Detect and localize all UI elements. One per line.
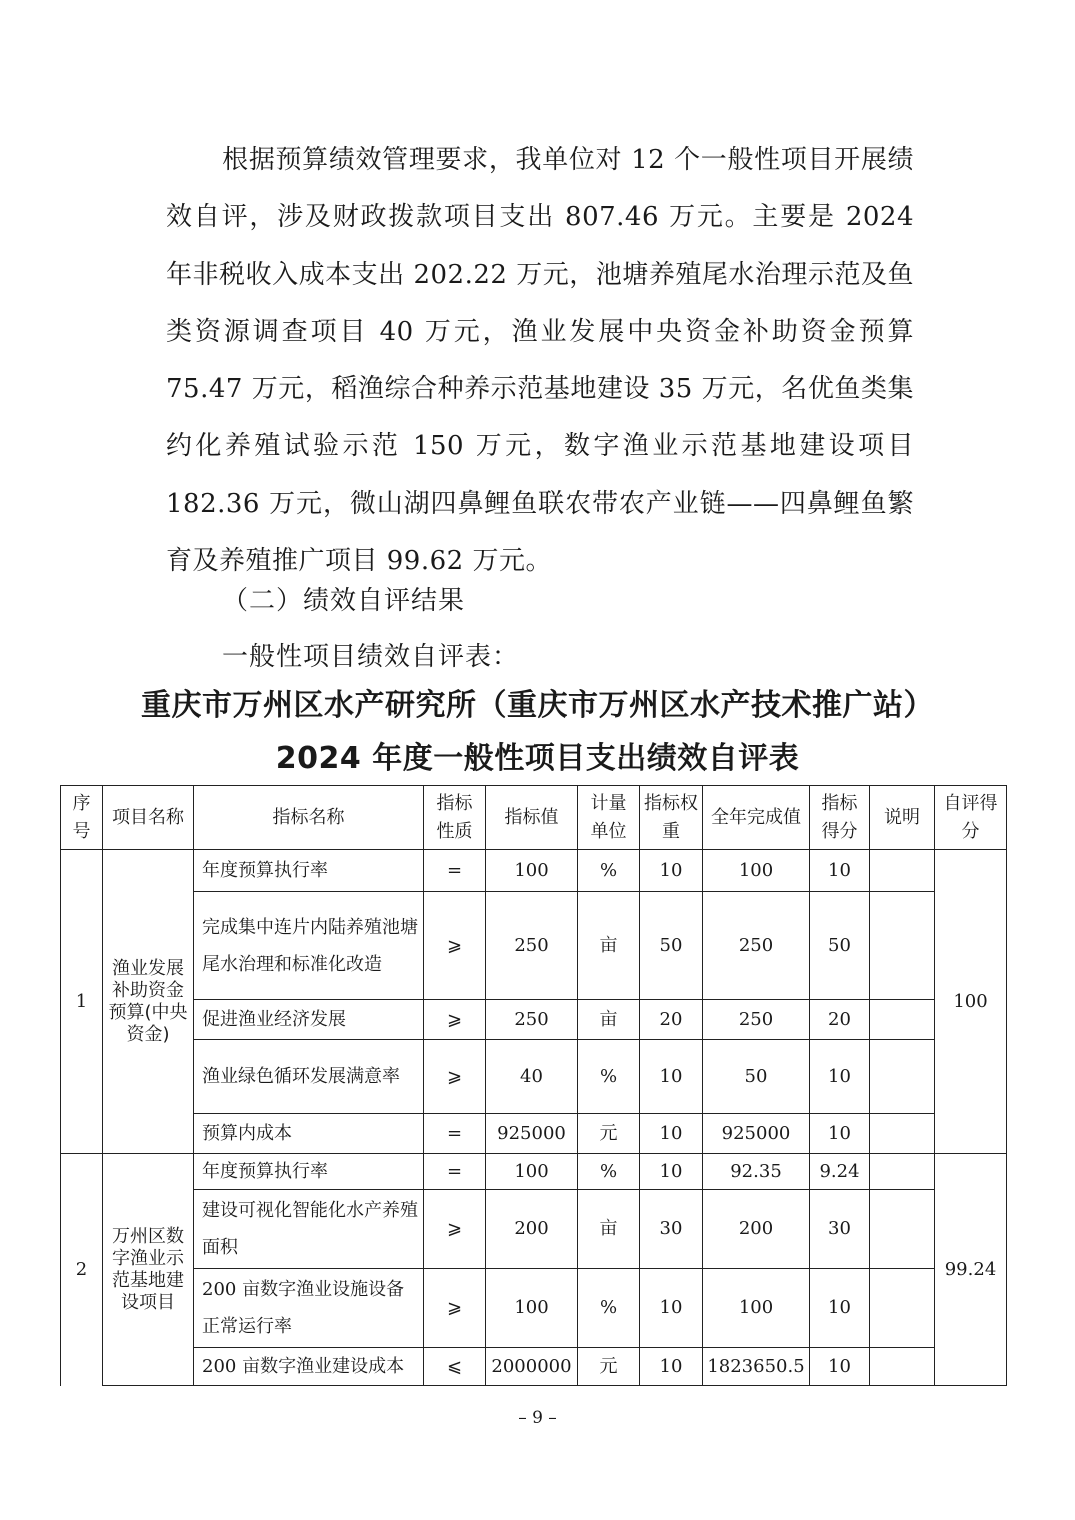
indicator-actual: 100 xyxy=(703,850,810,892)
indicator-weight: 10 xyxy=(640,850,703,892)
indicator-value: 2000000 xyxy=(486,1348,578,1386)
table-intro: 一般性项目绩效自评表： xyxy=(222,642,520,672)
indicator-score: 10 xyxy=(810,850,870,892)
header-unit: 计量单位 xyxy=(578,786,640,850)
indicator-actual: 100 xyxy=(703,1269,810,1348)
indicator-score: 10 xyxy=(810,1348,870,1386)
indicator-name: 完成集中连片内陆养殖池塘尾水治理和标准化改造 xyxy=(194,892,424,1000)
indicator-name: 建设可视化智能化水产养殖面积 xyxy=(194,1190,424,1269)
table-row xyxy=(61,1269,1007,1348)
project-self-score: 99.24 xyxy=(935,1154,1007,1386)
indicator-unit: 亩 xyxy=(578,892,640,1000)
indicator-actual: 925000 xyxy=(703,1114,810,1154)
indicator-value: 250 xyxy=(486,1000,578,1040)
indicator-unit: % xyxy=(578,1269,640,1348)
indicator-nature: = xyxy=(424,850,486,892)
body-paragraph xyxy=(166,132,914,590)
indicator-note xyxy=(870,850,935,892)
performance-table xyxy=(60,785,1007,1386)
header-actual: 全年完成值 xyxy=(703,786,810,850)
indicator-score: 10 xyxy=(810,1114,870,1154)
indicator-note xyxy=(870,1190,935,1269)
section-heading: （二）绩效自评结果 xyxy=(222,586,466,616)
indicator-score: 10 xyxy=(810,1040,870,1114)
indicator-unit: % xyxy=(578,1040,640,1114)
indicator-nature: ⩽ xyxy=(424,1348,486,1386)
indicator-actual: 92.35 xyxy=(703,1154,810,1190)
indicator-value: 925000 xyxy=(486,1114,578,1154)
indicator-value: 100 xyxy=(486,1269,578,1348)
indicator-weight: 20 xyxy=(640,1000,703,1040)
indicator-weight: 50 xyxy=(640,892,703,1000)
table-row xyxy=(61,850,1007,892)
indicator-unit: % xyxy=(578,850,640,892)
indicator-actual: 250 xyxy=(703,892,810,1000)
indicator-name: 年度预算执行率 xyxy=(194,1154,424,1190)
table-row xyxy=(61,1114,1007,1154)
indicator-name: 促进渔业经济发展 xyxy=(194,1000,424,1040)
indicator-score: 10 xyxy=(810,1269,870,1348)
header-nature: 指标性质 xyxy=(424,786,486,850)
project-self-score: 100 xyxy=(935,850,1007,1154)
indicator-note xyxy=(870,1000,935,1040)
project-seq: 1 xyxy=(61,850,103,1154)
indicator-weight: 10 xyxy=(640,1154,703,1190)
indicator-value: 250 xyxy=(486,892,578,1000)
table-title-line1: 重庆市万州区水产研究所（重庆市万州区水产技术推广站） xyxy=(141,688,934,723)
body-paragraph-text: 根据预算绩效管理要求，我单位对 12 个一般性项目开展绩效自评，涉及财政拨款项目支出 807.46 万元。主要是 2024 年非税收入成本支出 202.22 万元，池塘养殖尾水治理示范及鱼类资源调查项目 40 万元，渔业发展中央资金补助资金预算 75.47 万元，稻渔综合种养示范基地建设 35 万元，名优鱼类集约化养殖试验示范 150 万元，数字渔业示范基地建设项目 182.36 万元，微山湖四鼻鲤鱼联农带农产业链——四鼻鲤鱼繁育及养殖推广项目 99.62 万元。 xyxy=(166,145,914,577)
indicator-unit: % xyxy=(578,1154,640,1190)
header-note: 说明 xyxy=(870,786,935,850)
indicator-weight: 10 xyxy=(640,1040,703,1114)
indicator-note xyxy=(870,1269,935,1348)
indicator-name: 年度预算执行率 xyxy=(194,850,424,892)
indicator-actual: 200 xyxy=(703,1190,810,1269)
table-row xyxy=(61,1154,1007,1190)
indicator-score: 30 xyxy=(810,1190,870,1269)
indicator-actual: 1823650.5 xyxy=(703,1348,810,1386)
indicator-nature: ⩾ xyxy=(424,1269,486,1348)
table-row xyxy=(61,1190,1007,1269)
indicator-note xyxy=(870,1114,935,1154)
indicator-weight: 10 xyxy=(640,1348,703,1386)
indicator-value: 100 xyxy=(486,1154,578,1190)
indicator-nature: = xyxy=(424,1114,486,1154)
indicator-unit: 亩 xyxy=(578,1190,640,1269)
indicator-score: 50 xyxy=(810,892,870,1000)
indicator-nature: = xyxy=(424,1154,486,1190)
indicator-nature: ⩾ xyxy=(424,1040,486,1114)
table-title-line2: 2024 年度一般性项目支出绩效自评表 xyxy=(275,741,800,776)
project-name: 渔业发展补助资金预算(中央资金) xyxy=(103,850,194,1154)
header-value: 指标值 xyxy=(486,786,578,850)
indicator-note xyxy=(870,892,935,1000)
page-number: – 9 – xyxy=(518,1408,557,1428)
indicator-note xyxy=(870,1040,935,1114)
header-indicator: 指标名称 xyxy=(194,786,424,850)
indicator-score: 20 xyxy=(810,1000,870,1040)
table-row xyxy=(61,1000,1007,1040)
indicator-note xyxy=(870,1348,935,1386)
table-header-row xyxy=(61,786,1007,850)
indicator-nature: ⩾ xyxy=(424,1190,486,1269)
indicator-nature: ⩾ xyxy=(424,892,486,1000)
indicator-weight: 10 xyxy=(640,1114,703,1154)
indicator-nature: ⩾ xyxy=(424,1000,486,1040)
indicator-unit: 亩 xyxy=(578,1000,640,1040)
indicator-note xyxy=(870,1154,935,1190)
indicator-weight: 10 xyxy=(640,1269,703,1348)
indicator-actual: 50 xyxy=(703,1040,810,1114)
indicator-value: 200 xyxy=(486,1190,578,1269)
header-weight: 指标权重 xyxy=(640,786,703,850)
indicator-name: 200 亩数字渔业建设成本 xyxy=(194,1348,424,1386)
indicator-value: 100 xyxy=(486,850,578,892)
header-self-score: 自评得分 xyxy=(935,786,1007,850)
indicator-unit: 元 xyxy=(578,1348,640,1386)
header-project: 项目名称 xyxy=(103,786,194,850)
indicator-value: 40 xyxy=(486,1040,578,1114)
indicator-actual: 250 xyxy=(703,1000,810,1040)
indicator-score: 9.24 xyxy=(810,1154,870,1190)
project-seq: 2 xyxy=(61,1154,103,1386)
indicator-name: 200 亩数字渔业设施设备正常运行率 xyxy=(194,1269,424,1348)
indicator-unit: 元 xyxy=(578,1114,640,1154)
indicator-name: 预算内成本 xyxy=(194,1114,424,1154)
indicator-weight: 30 xyxy=(640,1190,703,1269)
project-name: 万州区数字渔业示范基地建设项目 xyxy=(103,1154,194,1386)
header-score: 指标得分 xyxy=(810,786,870,850)
header-seq: 序号 xyxy=(61,786,103,850)
table-row xyxy=(61,1040,1007,1114)
indicator-name: 渔业绿色循环发展满意率 xyxy=(194,1040,424,1114)
table-row xyxy=(61,892,1007,1000)
table-row xyxy=(61,1348,1007,1386)
